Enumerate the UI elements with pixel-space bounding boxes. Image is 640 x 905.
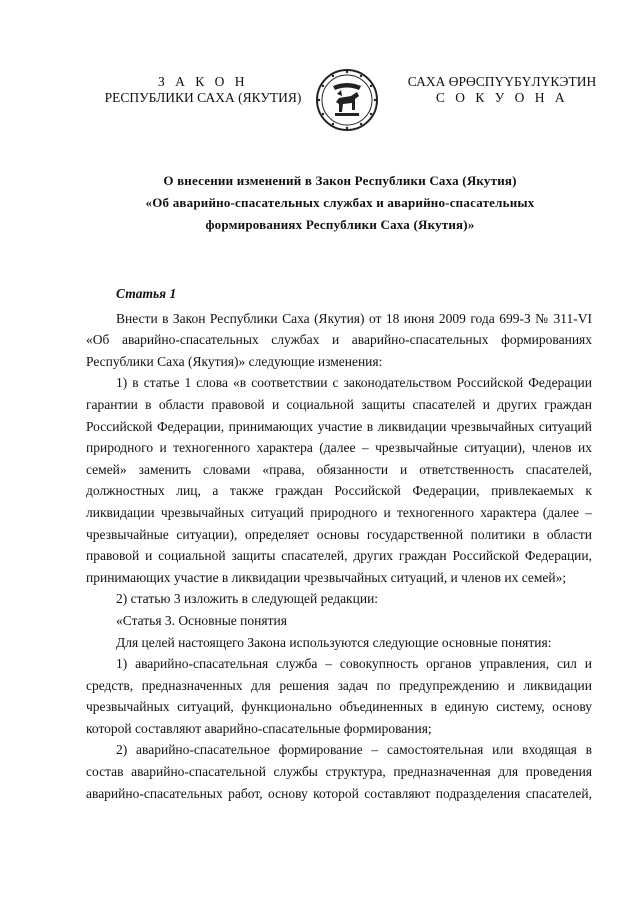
header-left-line1: З А К О Н: [157, 74, 248, 89]
document-header: [0, 0, 640, 150]
paragraph: 1) в статье 1 слова «в соответствии с законодательством Российской Федерации гарантии в области правовой и социальной защиты спасателей и других граждан Российской Федерации, принимающих участие в ликвидации чрезвычайных ситуаций природного и техногенного характера (далее – чрезвычайные ситуации), членов их семей» заменить словами «права, обязанности и ответственность спасателей, должностных лиц, а также граждан Российской Федерации, привлекаемых к ликвидации чрезвычайных ситуаций природного и техногенного характера (далее – чрезвычайные ситуации), определяет основы государственной политики в области правовой и социальной защиты спасателей, других граждан Российской Федерации, принимающих участие в ликвидации чрезвычайных ситуаций, и членов их семей»;: [86, 375, 592, 585]
law-title-line1: О внесении изменений в Закон Республики Саха (Якутия): [163, 173, 517, 188]
paragraph: 1) аварийно-спасательная служба – совокупность органов управления, сил и средств, предназначенных для решения задач по предупреждению и ликвидации чрезвычайных ситуаций, функционально объединенных в единую систему, основу которой составляют аварийно-спасательные формирования;: [86, 656, 592, 736]
article-body: [86, 283, 592, 804]
article-heading: Статья 1: [116, 286, 177, 301]
paragraph: 2) статью 3 изложить в следующей редакции:: [116, 591, 379, 607]
header-right-yakut: [392, 74, 612, 106]
paragraph: Внести в Закон Республики Саха (Якутия) от 18 июня 2009 года 699-З № 311-VI «Об аварийно-спасательных службах и аварийно-спасательных формированиях Республики Саха (Якутия)» следующие изменения:: [86, 310, 592, 369]
header-right-line1: САХА ӨРӨСПҮҮБҮЛҮКЭТИН: [407, 74, 597, 89]
law-title-line2: «Об аварийно-спасательных службах и аварийно-спасательных: [145, 195, 535, 210]
header-right-line2: С О К У О Н А: [435, 90, 569, 105]
paragraph: Для целей настоящего Закона используются следующие основные понятия:: [116, 634, 552, 650]
coat-of-arms-emblem-icon: [315, 68, 379, 132]
header-left-russian: [98, 74, 308, 106]
header-left-line2: РЕСПУБЛИКИ САХА (ЯКУТИЯ): [104, 90, 302, 105]
law-title-line3: формированиях Республики Саха (Якутия)»: [205, 217, 475, 232]
paragraph: 2) аварийно-спасательное формирование – самостоятельная или входящая в состав аварийно-спасательной службы структура, предназначенная для проведения аварийно-спасательных работ, основу которой составляют подразделения спасателей,: [86, 742, 592, 801]
paragraph: «Статья 3. Основные понятия: [116, 612, 287, 628]
law-title: [80, 170, 600, 236]
